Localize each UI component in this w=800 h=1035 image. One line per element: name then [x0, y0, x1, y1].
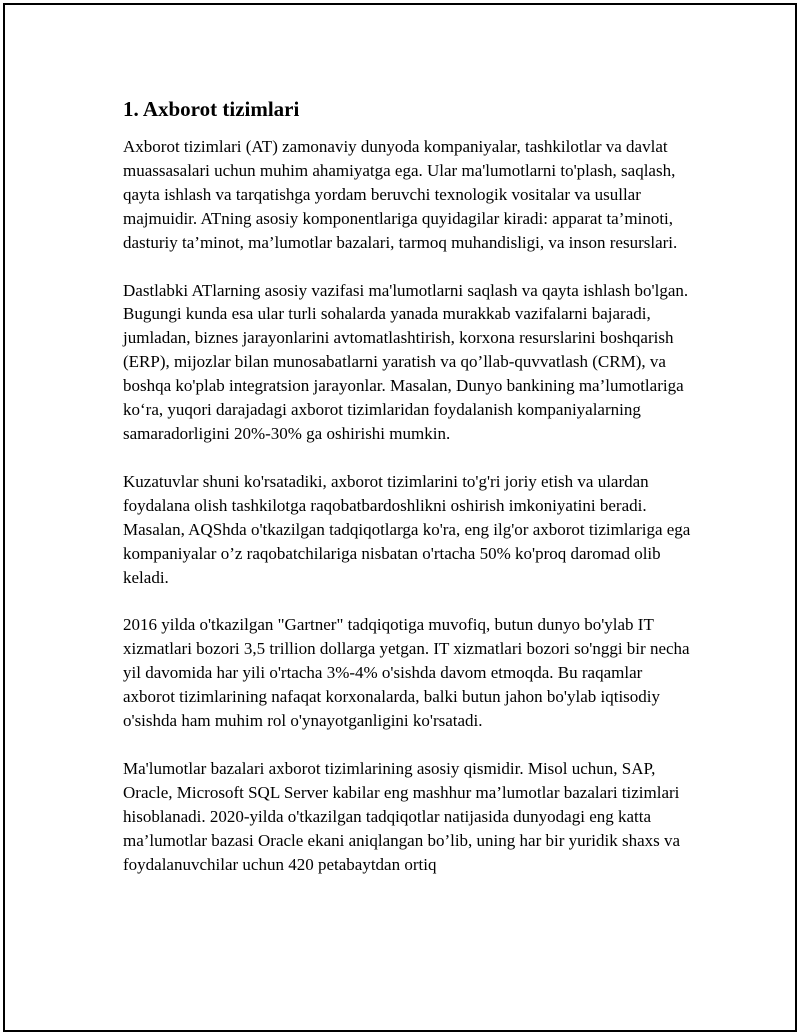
paragraph-3: Kuzatuvlar shuni ko'rsatadiki, axborot tizimlarini to'g'ri joriy etish va ulardan foydalana olish tashkilotga raqobatbardoshlikni oshirish imkoniyatini beradi. Masalan, AQShda o'tkazilgan tadqiqotlarga ko'ra, eng ilg'or axborot tizimlariga ega kompaniyalar o’z raqobatchilariga nisbatan o'rtacha 50% ko'proq daromad olib keladi. — [123, 471, 691, 587]
section-heading: 1. Axborot tizimlari — [123, 97, 300, 121]
paragraph-5: Ma'lumotlar bazalari axborot tizimlarining asosiy qismidir. Misol uchun, SAP, Oracle, Microsoft SQL Server kabilar eng mashhur ma’lumotlar bazalari tizimlari hisoblanadi. 2020-yilda o'tkazilgan tadqiqotlar natijasida dunyodagi eng katta ma’lumotlar bazasi Oracle ekani aniqlangan bo’lib, uning har bir yuridik shaxs va foydalanuvchilar uchun 420 petabaytdan ortiq — [123, 758, 681, 874]
document-body — [119, 95, 693, 900]
paragraph-1: Axborot tizimlari (AT) zamonaviy dunyoda kompaniyalar, tashkilotlar va davlat muassasalari uchun muhim ahamiyatga ega. Ular ma'lumotlarni to'plash, saqlash, qayta ishlash va tarqatishga yordam beruvchi texnologik vositalar va usullar majmuidir. ATning asosiy komponentlariga quyidagilar kiradi: apparat ta’minoti, dasturiy ta’minot, ma’lumotlar bazalari, tarmoq muhandisligi, va inson resurslari. — [123, 137, 678, 252]
paragraph-2: Dastlabki ATlarning asosiy vazifasi ma'lumotlarni saqlash va qayta ishlash bo'lgan. Bugungi kunda esa ular turli sohalarda yanada murakkab vazifalarni bajaradi, jumladan, biznes jarayonlarini avtomatlashtirish, korxona resurslarini boshqarish (ERP), mijozlar bilan munosabatlarni yaratish va qo’llab-quvvatlash (CRM), va boshqa ko'plab integratsion jarayonlar. Masalan, Dunyo bankining ma’lumotlariga ko‘ra, yuqori darajadagi axborot tizimlaridan foydalanish kompaniyalarning samaradorligini 20%-30% ga oshirishi mumkin. — [123, 280, 689, 443]
page-frame — [3, 3, 797, 1032]
paragraph-4: 2016 yilda o'tkazilgan "Gartner" tadqiqotiga muvofiq, butun dunyo bo'ylab IT xizmatlari bozori 3,5 trillion dollarga yetgan. IT xizmatlari bozori so'nggi bir necha yil davomida har yili o'rtacha 3%-4% o'sishda davom etmoqda. Bu raqamlar axborot tizimlarining nafaqat korxonalarda, balki butun jahon bo'ylab iqtisodiy o'sishda ham muhim rol o'ynayotganligini ko'rsatadi. — [123, 615, 690, 731]
